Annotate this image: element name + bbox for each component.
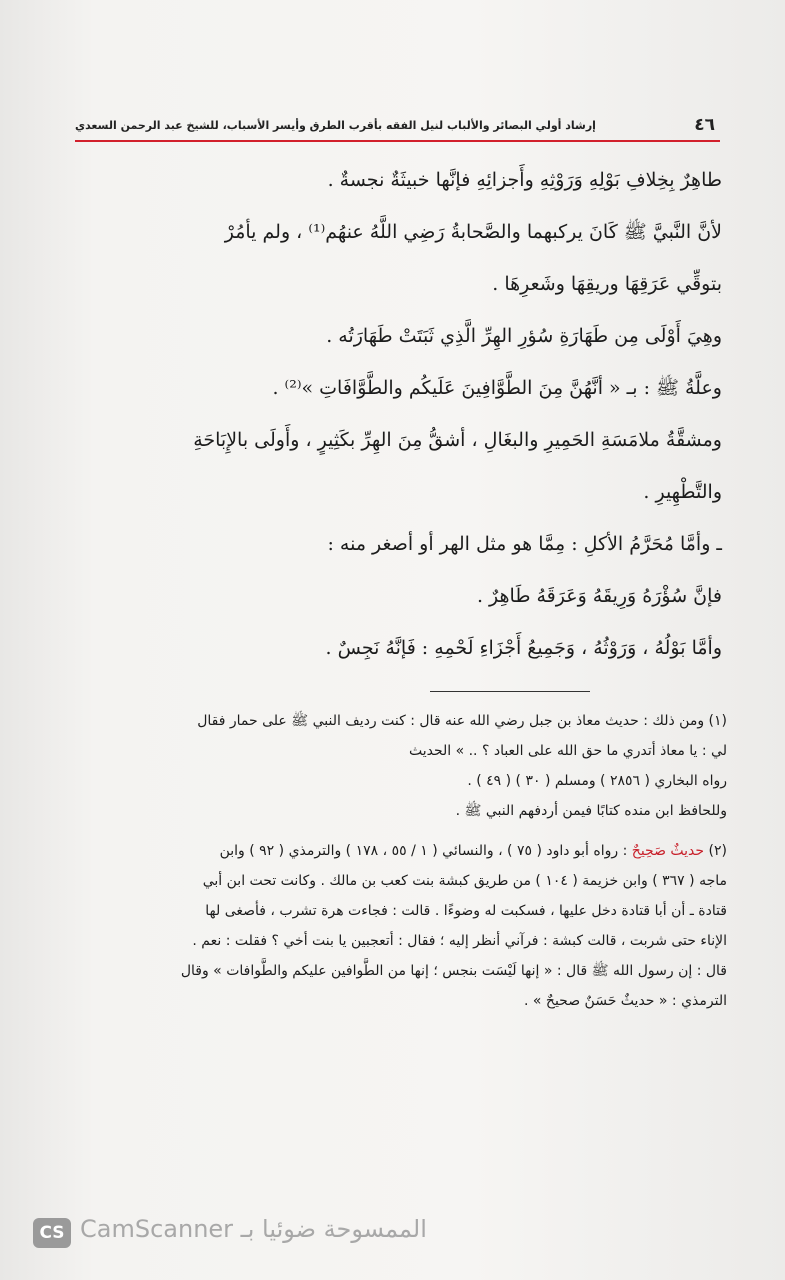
header-rule	[75, 140, 720, 142]
footnote-2-text: : رواه أبو داود ( ٧٥ ) ، والنسائي ( ١ / ٥٥ ، ١٧٨ ) والترمذي ( ٩٢ ) وابن	[219, 843, 628, 859]
footnote-separator	[430, 691, 590, 692]
footnote-1-line: وللحافظ ابن منده كتابًا فيمن أردفهم النبي ﷺ .	[455, 803, 727, 819]
text-line: وعلَّةُ ﷺ : بـ « أنَّهُنَّ مِنَ الطَّوَّافِينَ عَلَيكُم والطَّوَّافَاتِ »⁽²⁾ .	[272, 377, 722, 399]
footnote-2-line: الترمذي : « حديثٌ حَسَنٌ صحيحٌ » .	[524, 993, 727, 1009]
camscanner-watermark: الممسوحة ضوئيا بـ CamScanner	[80, 1215, 427, 1243]
footnotes	[35, 706, 727, 1016]
text-line: وهِيَ أَوْلَى مِن طَهَارَةِ سُؤرِ الهِرِّ الَّذِي ثَبَتَتْ طَهَارَتُه .	[326, 325, 722, 347]
camscanner-logo-icon: CS	[33, 1218, 71, 1248]
footnote-2-line: قتادة ـ أن أبا قتادة دخل عليها ، فسكبت له وضوءًا . قالت : فجاءت هرة تشرب ، فأصغى لها	[205, 903, 727, 919]
running-header	[75, 114, 715, 136]
footnote-2-marker: (٢)	[708, 843, 727, 859]
footnote-1-line: رواه البخاري ( ٢٨٥٦ ) ومسلم ( ٣٠ ) ( ٤٩ ) .	[467, 773, 727, 789]
text-line: لأنَّ النَّبيَّ ﷺ كَانَ يركبهما والصَّحابةُ رَضِي اللَّهُ عنهُم⁽¹⁾ ، ولم يأمُرْ	[224, 221, 722, 243]
page-number: ٤٦	[694, 115, 715, 135]
text-line: طاهِرٌ بِخِلافِ بَوْلِهِ وَرَوْثِهِ وأَجزائِهِ فإنَّها خبيثَةٌ نجسةٌ .	[327, 169, 722, 191]
text-line: بتوقِّي عَرَقِهَا وريقِهَا وشَعرِهَا .	[492, 273, 722, 295]
footnote-1-line: (١) ومن ذلك : حديث معاذ بن جبل رضي الله عنه قال : كنت رديف النبي ﷺ على حمار فقال	[197, 713, 727, 729]
text-line: والتَّطْهِيرِ .	[643, 481, 722, 503]
footnote-2-line: قال : إن رسول الله ﷺ قال : « إنها لَيْسَت بنجس ؛ إنها من الطَّوافين عليكم والطَّوافات » وقال	[180, 963, 727, 979]
footnote-1-line: لي : يا معاذ أتدري ما حق الله على العباد ؟ .. » الحديث	[408, 743, 727, 759]
hadith-grade-label: حديثٌ صَحِيحٌ	[631, 843, 705, 859]
text-line: فإنَّ سُؤْرَهُ وَرِيقَهُ وَعَرَقَهُ طَاهِرٌ .	[476, 585, 722, 607]
footnote-2-line: الإناء حتى شربت ، قالت كبشة : فرآني أنظر إليه ؛ فقال : أتعجبين يا بنت أخي ؟ فقلت : نعم .	[192, 933, 727, 949]
text-line: وأمَّا بَوْلُهُ ، وَرَوْثُهُ ، وَجَمِيعُ أَجْزَاءِ لَحْمِهِ : فَإنَّهُ نَجِسٌ .	[325, 637, 722, 659]
running-title: إرشاد أولي البصائر والألباب لنيل الفقه بأقرب الطرق وأيسر الأسباب، للشيخ عبد الرحمن السعدي	[75, 118, 596, 132]
text-line: ومشقَّةُ ملامَسَةِ الحَمِيرِ والبغَالِ ، أشقُّ مِنَ الهِرِّ بكَثِيرٍ ، وأَولَى بالإِبَاحَةِ	[193, 429, 722, 451]
main-text	[62, 150, 722, 674]
footnote-2-line: ماجه ( ٣٦٧ ) وابن خزيمة ( ١٠٤ ) من طريق كبشة بنت كعب بن مالك . وكانت تحت ابن أبي	[202, 873, 727, 889]
text-line: ـ وأمَّا مُحَرَّمُ الأكلِ : مِمَّا هو مثل الهر أو أصغر منه :	[327, 533, 722, 555]
footnote-2-first-line	[35, 836, 727, 866]
